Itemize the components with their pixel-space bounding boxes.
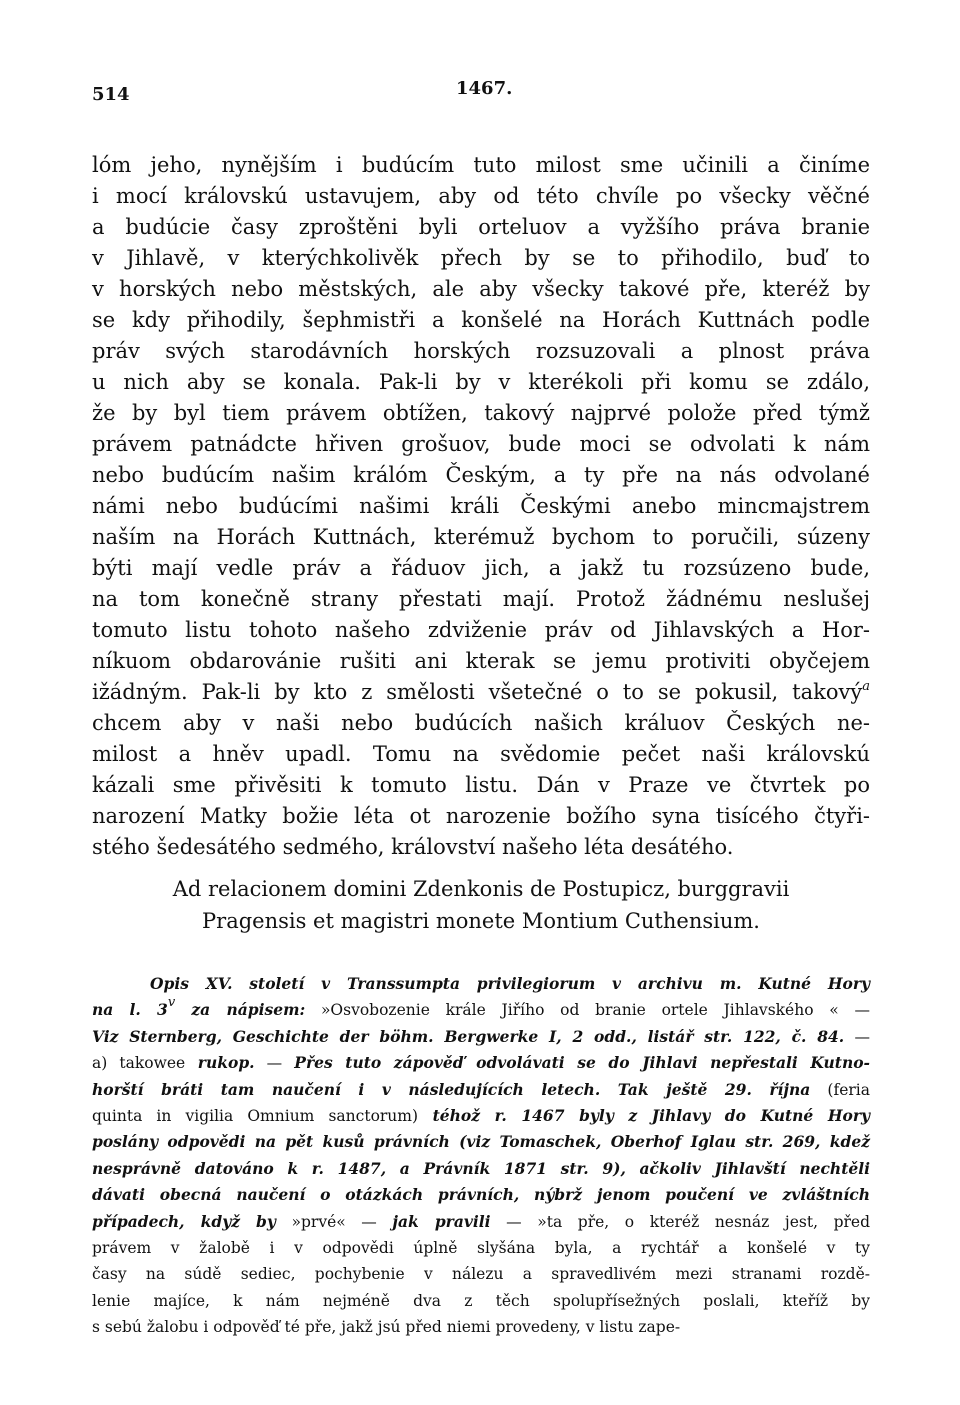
- quotation: — »ta pře, o kteréž nesnáz jest, před: [490, 1212, 871, 1231]
- text-line: u nich aby se konala. Pak-li by v kterékoli při komu se zdálo,: [92, 370, 870, 394]
- note-line: právem v žalobě i v odpovědi úplně slyšána byla, a rychtář a konšelé v ty: [92, 1238, 870, 1257]
- text-line: práv svých starodávních horských rozsuzovali a plnost práva: [92, 339, 870, 363]
- footnote-marker: a: [862, 679, 870, 694]
- commentary: případech, když by: [92, 1211, 276, 1231]
- note-line: [92, 1050, 870, 1076]
- text-line-with-footnote: [92, 677, 870, 708]
- commentary: horští bráti tam naučení i v následujících letech. Tak ještě 29. října: [92, 1079, 811, 1099]
- latin-date: (feria: [810, 1080, 870, 1099]
- text-line: i mocí královskú ustavujem, aby od této chvíle po všecky věčné: [92, 184, 870, 208]
- text-line: stého šedesátého sedmého, království našeho léta desátého.: [92, 835, 734, 859]
- dash: —: [844, 1027, 870, 1046]
- text-line: se kdy přihodily, šephmistři a konšelé na Horách Kuttnách podle: [92, 308, 870, 332]
- note-line: [92, 1024, 870, 1050]
- text-line: kázali sme přivěsiti k tomuto listu. Dán v Praze ve čtvrtek po: [92, 773, 870, 797]
- heading-intro: za nápisem:: [175, 1000, 306, 1020]
- attestation-line: Pragensis et magistri monete Montium Cuthensium.: [202, 909, 760, 933]
- note-line: [92, 1156, 870, 1182]
- note-line: lenie majíce, k nám nejméně dva z těch spolupřísežných poslali, kteříž by: [92, 1291, 870, 1310]
- latin-date: quinta in vigilia Omnium sanctorum): [92, 1106, 419, 1125]
- commentary: nesprávně datováno k r. 1487, a Právník 1871 str. 9), ačkoliv Jihlavští nechtěli: [92, 1158, 870, 1178]
- charter-text: [92, 150, 870, 863]
- text-line: býti mají vedle práv a řáduov jich, a jakž tu rozsúzeno bude,: [92, 556, 870, 580]
- note-line: [92, 1077, 870, 1103]
- note-line: [92, 1209, 870, 1235]
- variant-reading: a) takowee: [92, 1054, 186, 1073]
- note-line: časy na súdě sediec, pochybenie v nálezu a spravedlivém mezi stranami rozdě-: [92, 1265, 870, 1284]
- text-line: že by byl tiem právem obtížen, takový najprvé polože před týmž: [92, 401, 870, 425]
- text-line: milost a hněv upadl. Tomu na svědomie pečet naši královskú: [92, 742, 870, 766]
- text-line: narození Matky božie léta ot narozenie božího syna tisícého čtyři-: [92, 804, 870, 828]
- attestation-line: Ad relacionem domini Zdenkonis de Postupicz, burggravii: [172, 877, 790, 901]
- commentary: jak pravili: [392, 1211, 491, 1231]
- text-line: chcem aby v naši nebo budúcích našich králuov Českých ne-: [92, 711, 870, 735]
- text-line: nebo budúcím našim králóm Českým, a ty pře na nás odvolané: [92, 463, 870, 487]
- note-line: [92, 997, 870, 1023]
- document-page: [92, 78, 870, 1340]
- commentary: téhož r. 1467 byly z Jihlavy do Kutné Hory: [418, 1105, 870, 1125]
- text-line: lóm jeho, nynějším i budúcím tuto milost sme učinili a činíme: [92, 153, 870, 177]
- editorial-notes: [92, 971, 870, 1340]
- page-number: 514: [92, 84, 130, 105]
- note-line: [92, 971, 870, 997]
- note-line: s sebú žalobu i odpověď té pře, jakž jsú před niemi provedeny, v listu zape-: [92, 1318, 681, 1337]
- text-line-content: ižádným. Pak-li by kto z smělosti všetečné o to se pokusil, takový: [92, 680, 863, 704]
- quotation: »prvé« —: [275, 1212, 393, 1231]
- text-line: naším na Horách Kuttnách, kterémuž bychom to poručili, súzeny: [92, 525, 870, 549]
- attestation-note: [92, 873, 870, 937]
- folio-reference: na l. 3: [92, 1000, 168, 1020]
- text-line: v Jihlavě, v kterýchkolivěk přech by se to přihodilo, buď to: [92, 246, 870, 270]
- note-line: [92, 1103, 870, 1129]
- text-line: na tom konečně strany přestati mají. Protož žádnému neslušej: [92, 587, 870, 611]
- running-title-year: 1467.: [456, 78, 513, 99]
- text-line: níkuom obdarovánie rušiti ani kterak se jemu protiviti obyčejem: [92, 649, 870, 673]
- literature-reference: Viz Sternberg, Geschichte der böhm. Bergwerke I, 2 odd., listář str. 122, č. 84.: [92, 1026, 845, 1046]
- folio-verso-marker: v: [167, 995, 176, 1011]
- commentary: Přes tuto zápověď odvolávati se do Jihlavi nepřestali Kutno-: [294, 1053, 870, 1073]
- text-line: právem patnádcte hřiven grošuov, bude moci se odvolati k nám: [92, 432, 870, 456]
- running-head: [92, 78, 870, 112]
- text-line: tomuto listu tohoto našeho zdviženie práv od Jihlavských a Hor-: [92, 618, 870, 642]
- document-heading: »Osvobozenie krále Jiřího od branie ortele Jihlavského « —: [305, 1001, 870, 1020]
- text-line: námi nebo budúcími našimi králi Českými anebo mincmajstrem: [92, 494, 870, 518]
- variant-source: rukop.: [185, 1053, 255, 1073]
- commentary: poslány odpovědi na pět kusů právních (viz Tomaschek, Oberhof Iglau str. 269, kdež: [92, 1132, 870, 1152]
- text-line: v horských nebo městských, ale aby všecky takové pře, kteréž by: [92, 277, 870, 301]
- source-reference: Opis XV. století v Transsumpta privilegiorum v archivu m. Kutné Hory: [150, 974, 870, 993]
- dash: —: [254, 1054, 295, 1073]
- note-line: [92, 1182, 870, 1208]
- text-line: a budúcie časy zproštěni byli orteluov a vyžšího práva branie: [92, 215, 870, 239]
- commentary: dávati obecná naučení o otázkách právních, nýbrž jenom poučení ve zvláštních: [92, 1185, 870, 1205]
- note-line: [92, 1129, 870, 1155]
